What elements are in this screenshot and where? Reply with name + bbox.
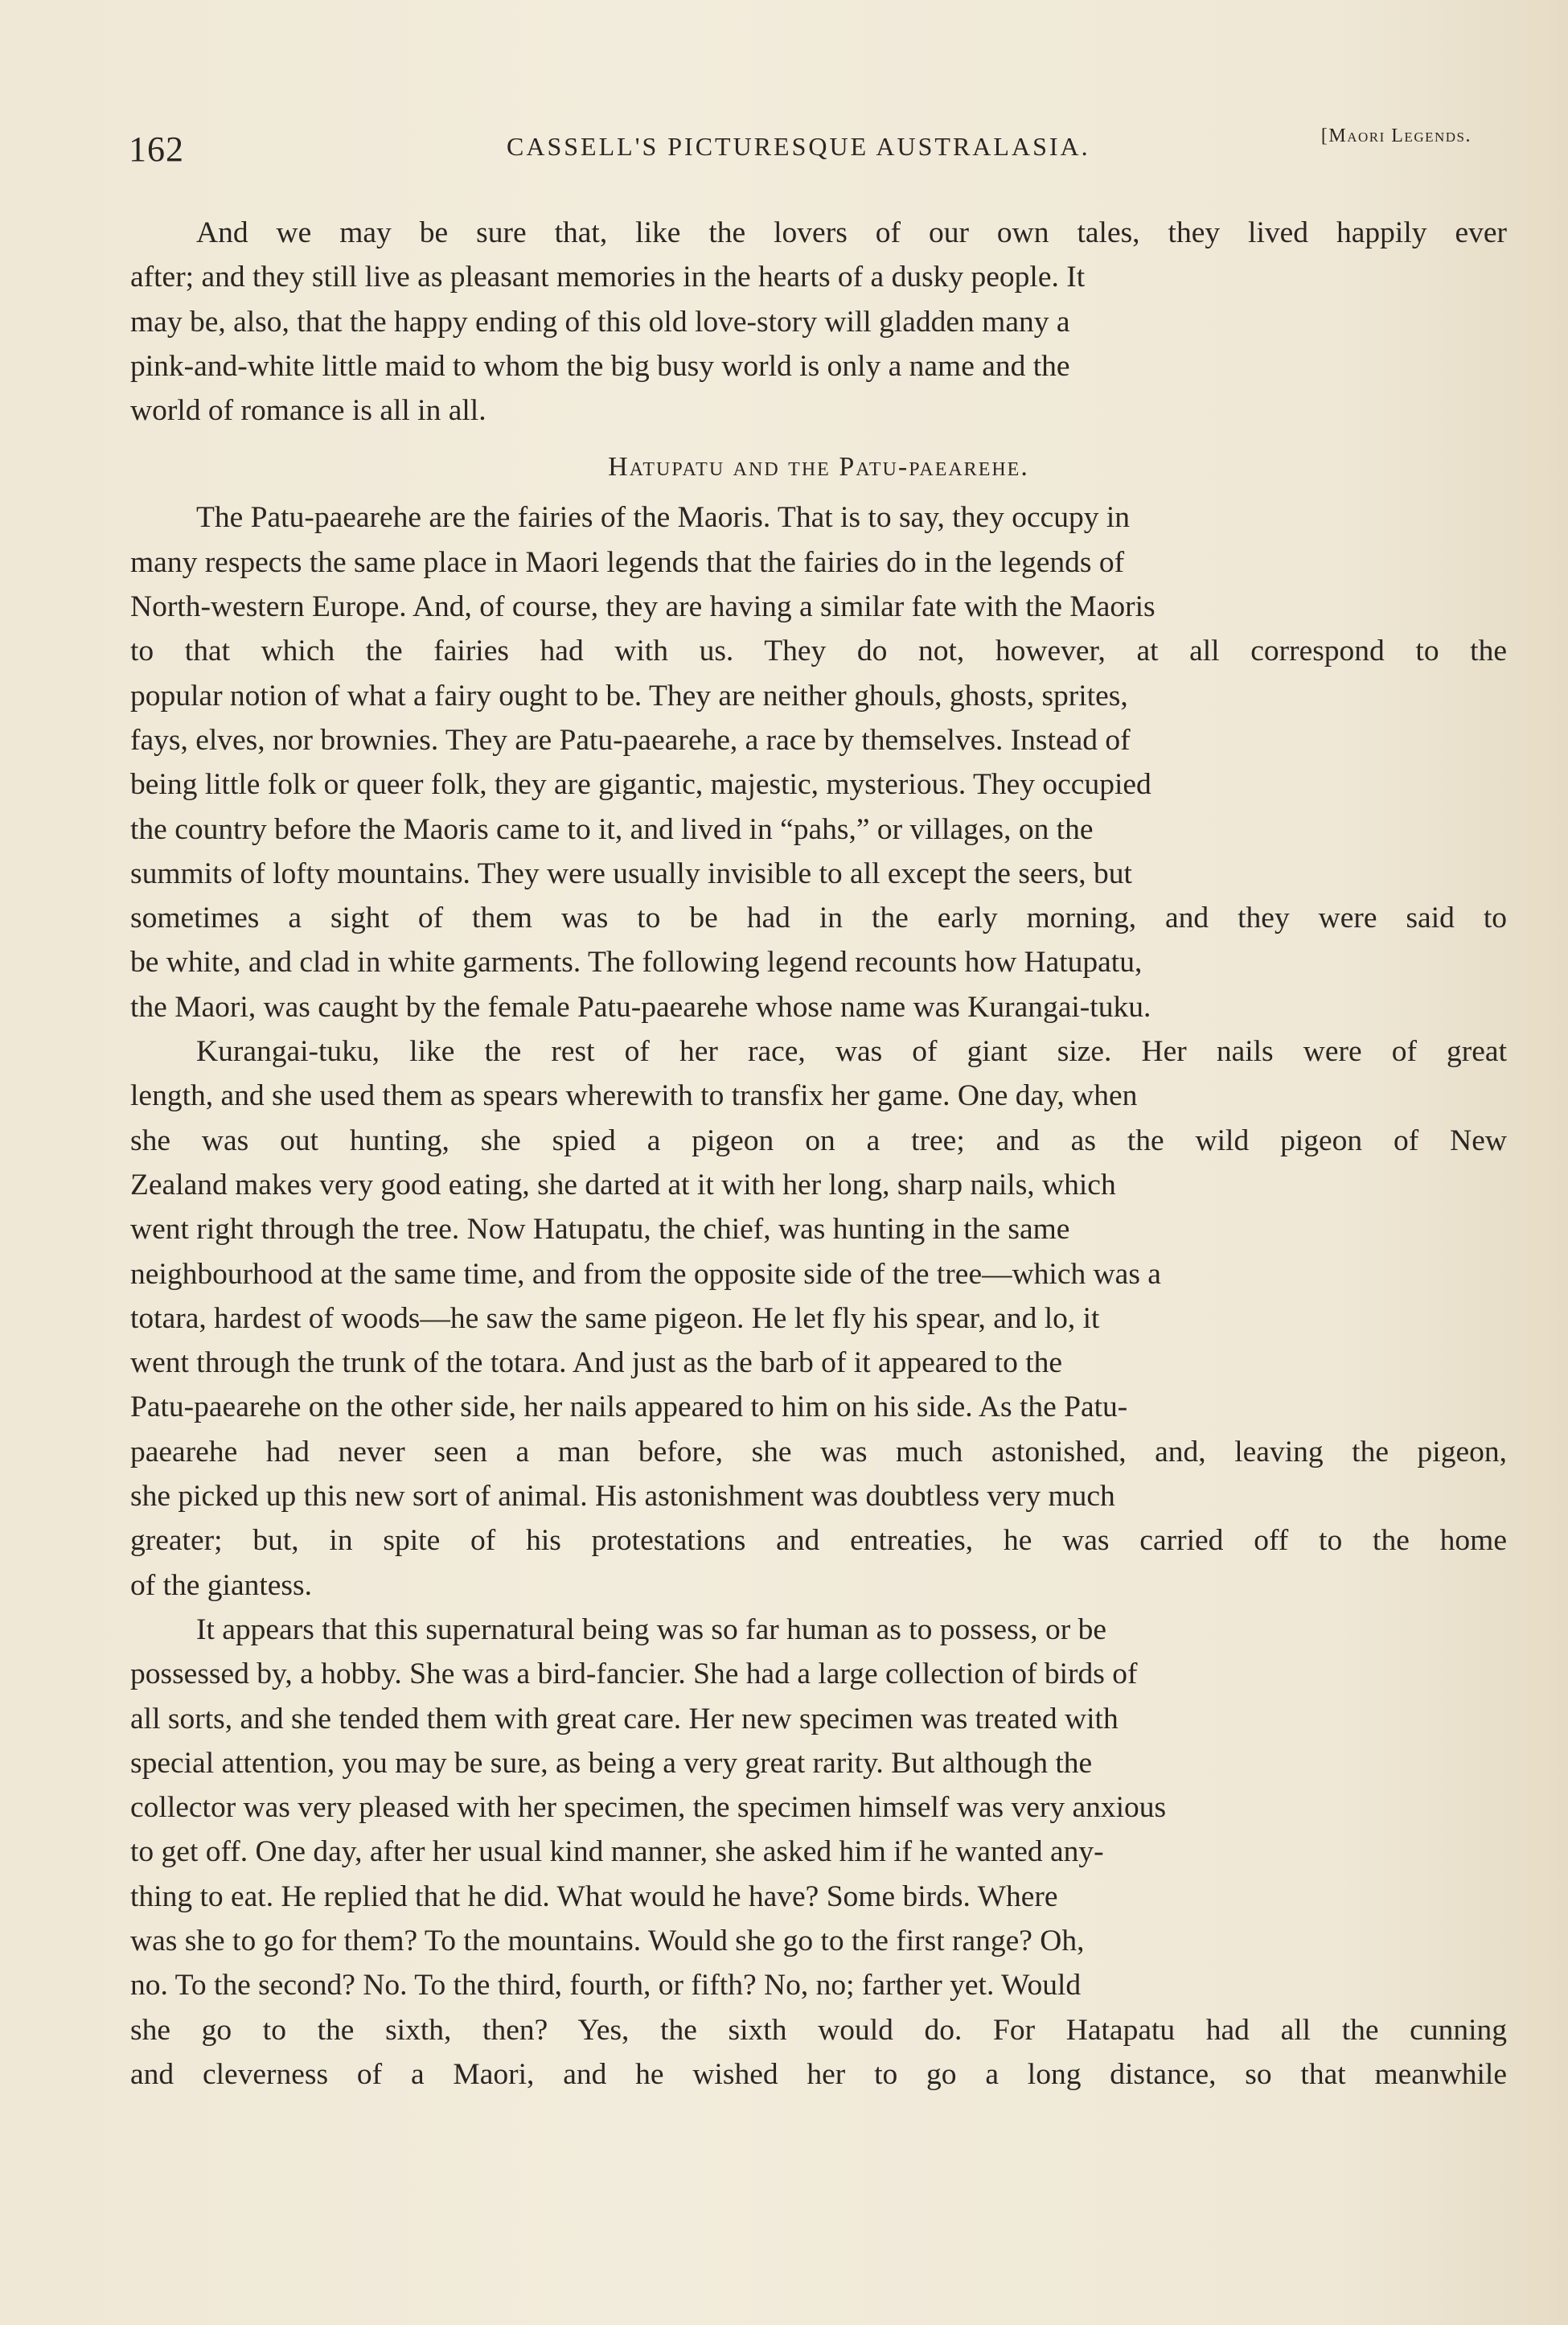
- text-line: world of romance is all in all.: [130, 394, 486, 428]
- page-header: [129, 121, 1472, 169]
- text-line: she was out hunting, she spied a pigeon on a tree; and as the wild pigeon of New: [130, 1123, 1507, 1157]
- paragraph-3: [130, 1029, 1507, 1608]
- text-line: greater; but, in spite of his protestations and entreaties, he was carried off to the home: [130, 1524, 1507, 1558]
- section-tag: [Maori Legends.: [1320, 125, 1472, 146]
- text-line: length, and she used them as spears wherewith to transfix her game. One day, when: [130, 1079, 1138, 1113]
- running-title: CASSELL'S PICTURESQUE AUSTRALASIA.: [507, 132, 1090, 161]
- text-line: she go to the sixth, then? Yes, the sixth would do. For Hatapatu had all the cunning: [130, 2013, 1507, 2047]
- text-line: thing to eat. He replied that he did. What would he have? Some birds. Where: [130, 1879, 1058, 1913]
- text-line: pink-and-white little maid to whom the big busy world is only a name and the: [130, 349, 1070, 383]
- text-line: totara, hardest of woods—he saw the same pigeon. He let fly his spear, and lo, it: [130, 1301, 1100, 1335]
- text-line: be white, and clad in white garments. The following legend recounts how Hatupatu,: [130, 946, 1143, 980]
- text-line: she picked up this new sort of animal. His astonishment was doubtless very much: [130, 1480, 1115, 1514]
- page-number: 162: [129, 129, 184, 169]
- text-line: after; and they still live as pleasant memories in the hearts of a dusky people. It: [130, 261, 1086, 294]
- text-line: sometimes a sight of them was to be had in the early morning, and they were said to: [130, 902, 1507, 935]
- text-line: many respects the same place in Maori legends that the fairies do in the legends of: [130, 545, 1125, 579]
- text-line: the country before the Maoris came to it, and lived in “pahs,” or villages, on the: [130, 812, 1094, 846]
- text-line: went right through the tree. Now Hatupatu, the chief, was hunting in the same: [130, 1213, 1070, 1247]
- text-line: went through the trunk of the totara. And just as the barb of it appeared to the: [130, 1346, 1063, 1380]
- text-line: to get off. One day, after her usual kind manner, she asked him if he wanted any-: [130, 1835, 1104, 1869]
- text-line: neighbourhood at the same time, and from the opposite side of the tree—which was a: [130, 1257, 1161, 1291]
- paragraph-2: [130, 495, 1507, 1029]
- text-line: It appears that this supernatural being was so far human as to possess, or be: [196, 1612, 1107, 1646]
- text-line: no. To the second? No. To the third, fourth, or fifth? No, no; farther yet. Would: [130, 1969, 1082, 2003]
- text-line: popular notion of what a fairy ought to be. They are neither ghouls, ghosts, sprites,: [130, 679, 1128, 713]
- paragraph-4: [130, 1608, 1507, 2097]
- text-line: special attention, you may be sure, as being a very great rarity. But although the: [130, 1746, 1093, 1780]
- text-line: Zealand makes very good eating, she darted at it with her long, sharp nails, which: [130, 1168, 1116, 1202]
- text-line: North-western Europe. And, of course, they are having a similar fate with the Maoris: [130, 590, 1155, 624]
- text-line: being little folk or queer folk, they are gigantic, majestic, mysterious. They occupied: [130, 768, 1151, 802]
- text-line: was she to go for them? To the mountains. Would she go to the first range? Oh,: [130, 1924, 1085, 1957]
- text-line: collector was very pleased with her specimen, the specimen himself was very anxious: [130, 1791, 1167, 1825]
- text-line: summits of lofty mountains. They were usually invisible to all except the seers, but: [130, 856, 1132, 890]
- text-line: Patu-paearehe on the other side, her nails appeared to him on his side. As the Patu-: [130, 1390, 1128, 1424]
- text-line: possessed by, a hobby. She was a bird-fancier. She had a large collection of birds of: [130, 1657, 1138, 1691]
- text-line: of the giantess.: [130, 1568, 312, 1602]
- text-line: paearehe had never seen a man before, she was much astonished, and, leaving the pigeon,: [130, 1435, 1507, 1469]
- text-line: The Patu-paearehe are the fairies of the Maoris. That is to say, they occupy in: [196, 501, 1131, 535]
- text-line: Kurangai-tuku, like the rest of her race, was of giant size. Her nails were of great: [196, 1035, 1507, 1069]
- text-line: to that which the fairies had with us. They do not, however, at all correspond to the: [130, 635, 1507, 668]
- section-heading: Hatupatu and the Patu-paearehe.: [608, 452, 1029, 483]
- text-line: all sorts, and she tended them with great care. Her new specimen was treated with: [130, 1702, 1119, 1736]
- text-line: the Maori, was caught by the female Patu-paearehe whose name was Kurangai-tuku.: [130, 990, 1151, 1024]
- paragraph-1: [130, 211, 1507, 433]
- text-line: and cleverness of a Maori, and he wished her to go a long distance, so that meanwhile: [130, 2057, 1507, 2091]
- body-text: [130, 211, 1507, 2097]
- text-line: And we may be sure that, like the lovers of our own tales, they lived happily ever: [196, 216, 1507, 249]
- text-line: may be, also, that the happy ending of this old love-story will gladden many a: [130, 305, 1070, 339]
- text-line: fays, elves, nor brownies. They are Patu-paearehe, a race by themselves. Instead of: [130, 723, 1131, 757]
